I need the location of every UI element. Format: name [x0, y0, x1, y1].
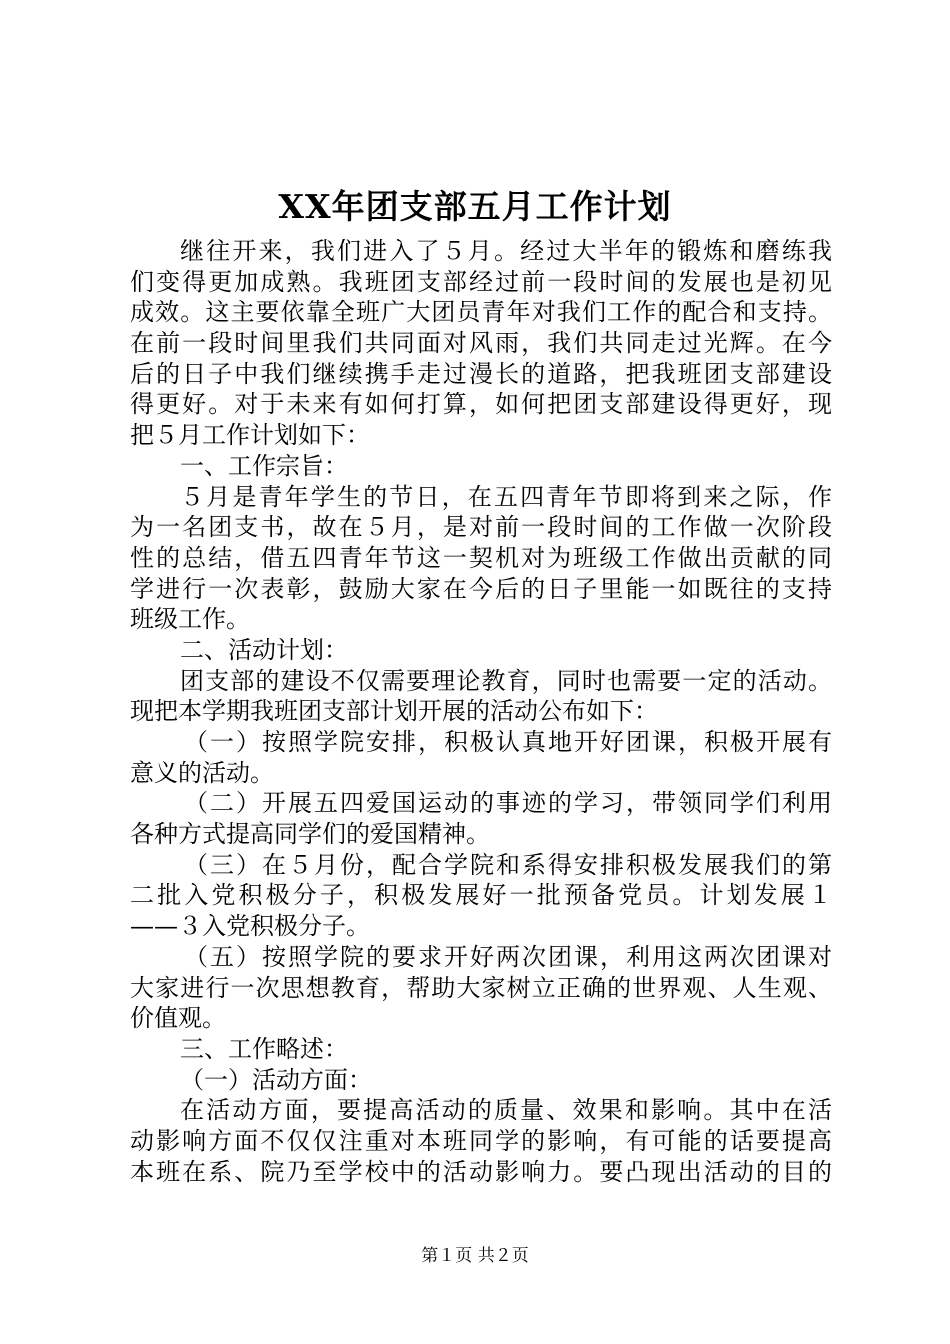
- section-heading: 一、工作宗旨：: [180, 451, 348, 480]
- list-item-line: （一）按照学院安排，积极认真地开好团课，积极开展有: [184, 728, 832, 756]
- body-line: 班级工作。: [130, 605, 250, 634]
- body-line: ５月是青年学生的节日，在五四青年节即将到来之际，作: [180, 482, 832, 511]
- list-item-line: 各种方式提高同学们的爱国精神。: [130, 820, 490, 849]
- list-item-line: 大家进行一次思想教育，帮助大家树立正确的世界观、人生观、: [130, 973, 832, 1002]
- body-line: 在前一段时间里我们共同面对风雨，我们共同走过光辉。在今: [130, 329, 832, 358]
- list-item-line: （三）在５月份，配合学院和系得安排积极发展我们的第: [184, 850, 832, 879]
- body-line: 继往开来，我们进入了５月。经过大半年的锻炼和磨练我: [180, 237, 832, 265]
- body-line: 动影响方面不仅仅注重对本班同学的影响，有可能的话要提高: [130, 1126, 832, 1155]
- body-line: 本班在系、院乃至学校中的活动影响力。要凸现出活动的目的: [130, 1157, 832, 1186]
- body-line: 学进行一次表彰，鼓励大家在今后的日子里能一如既往的支持: [130, 574, 832, 603]
- body-line: 团支部的建设不仅需要理论教育，同时也需要一定的活动。: [180, 666, 832, 695]
- body-line: 性的总结，借五四青年节这一契机对为班级工作做出贡献的同: [130, 543, 832, 572]
- body-line: 们变得更加成熟。我班团支部经过前一段时间的发展也是初见: [130, 267, 832, 296]
- list-item-line: 意义的活动。: [130, 758, 274, 787]
- list-item-line: 价值观。: [130, 1004, 226, 1033]
- body-line: 成效。这主要依靠全班广大团员青年对我们工作的配合和支持。: [130, 298, 832, 327]
- document-title: XX年团支部五月工作计划: [278, 187, 672, 226]
- body-line: 为一名团支书，故在５月，是对前一段时间的工作做一次阶段: [130, 513, 832, 542]
- list-item-line: ——３入党积极分子。: [130, 912, 370, 941]
- body-line: 在活动方面，要提高活动的质量、效果和影响。其中在活: [180, 1096, 832, 1125]
- body-line: 得更好。对于未来有如何打算，如何把团支部建设得更好，现: [130, 390, 832, 419]
- list-item-line: （二）开展五四爱国运动的事迹的学习，带领同学们利用: [184, 789, 832, 818]
- subsection-heading: （一）活动方面：: [180, 1065, 372, 1094]
- body-line: 把５月工作计划如下：: [130, 421, 370, 450]
- list-item-line: 二批入党积极分子，积极发展好一批预备党员。计划发展１: [130, 881, 832, 910]
- body-line: 现把本学期我班团支部计划开展的活动公布如下：: [130, 697, 658, 726]
- page-number-footer: 第１页 共２页: [421, 1246, 529, 1266]
- list-item-line: （五）按照学院的要求开好两次团课，利用这两次团课对: [184, 942, 832, 971]
- document-body: [130, 236, 832, 1187]
- section-heading: 二、活动计划：: [180, 635, 348, 664]
- body-line: 后的日子中我们继续携手走过漫长的道路，把我班团支部建设: [130, 359, 832, 388]
- section-heading: 三、工作略述：: [180, 1034, 348, 1063]
